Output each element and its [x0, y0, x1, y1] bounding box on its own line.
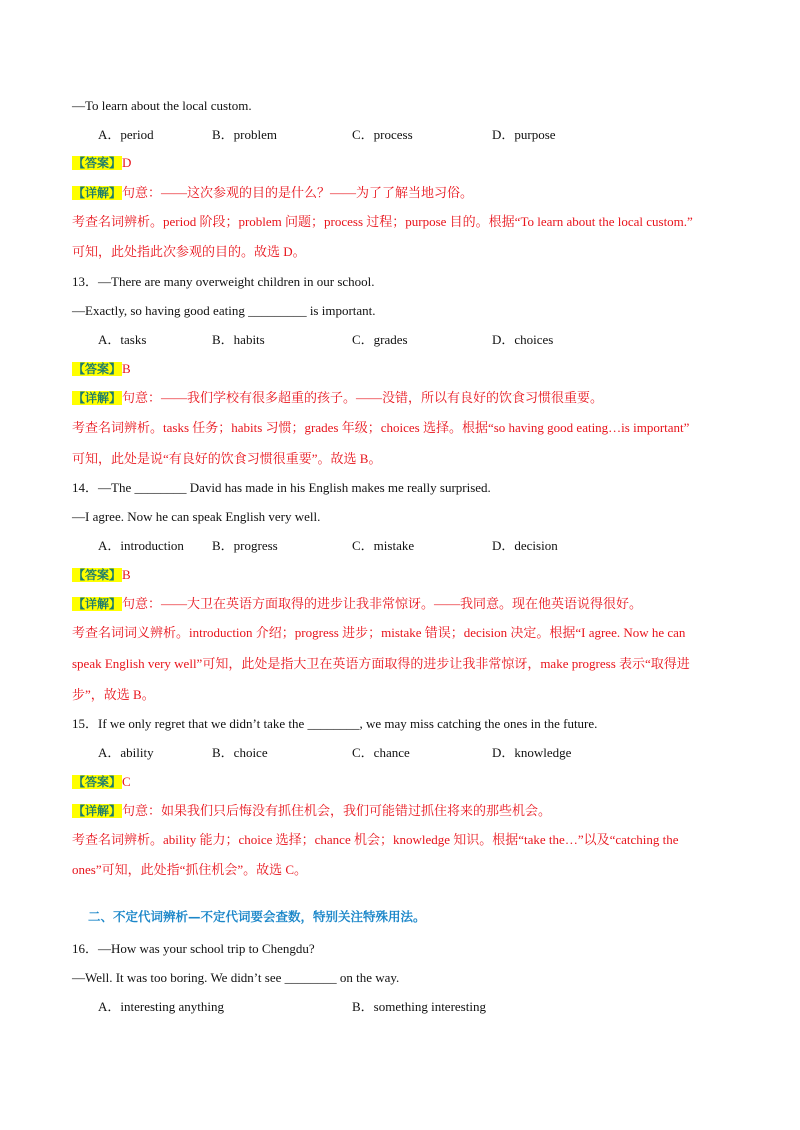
q12-explanation-line-2: 可知，此处指此次参观的目的。故选 D。	[72, 244, 306, 259]
q13-answer	[72, 360, 131, 378]
q14-explanation-line-2: speak English very well”可知，此处是指大卫在英语方面取得的进步让我非常惊讶，make progress 表示“取得进	[72, 656, 690, 671]
q12-answer-value: D	[122, 155, 132, 170]
q13-option-b: B．habits	[212, 332, 265, 347]
q15-prompt: 15．If we only regret that we didn’t take the ________, we may miss catching the ones in the future.	[72, 716, 598, 731]
q13-detail	[72, 389, 603, 407]
q14-detail	[72, 595, 642, 613]
q14-explanation-line-3: 步”，故选 B。	[72, 687, 155, 702]
q14-option-b: B．progress	[212, 538, 278, 553]
answer-tag: 【答案】	[73, 775, 122, 789]
q14-explanation-line-1: 考查名词词义辨析。introduction 介绍；progress 进步；mistake 错误；decision 决定。根据“I agree. Now he can	[72, 625, 686, 640]
q12-option-c: C．process	[352, 127, 413, 142]
q13-response-line: —Exactly, so having good eating _________ is important.	[72, 303, 376, 318]
q15-answer-value: C	[122, 774, 131, 789]
q12-option-b: B．problem	[212, 127, 277, 142]
detail-tag: 【详解】	[73, 186, 122, 200]
q12-option-a: A．period	[98, 127, 154, 142]
section-heading: 二、不定代词辨析—不定代词要会查数，特别关注特殊用法。	[88, 909, 426, 924]
q12-detail-text: 句意：——这次参观的目的是什么？——为了了解当地习俗。	[122, 185, 474, 200]
q15-option-c: C．chance	[352, 745, 410, 760]
q14-detail-text: 句意：——大卫在英语方面取得的进步让我非常惊讶。——我同意。现在他英语说得很好。	[122, 596, 643, 611]
q14-option-d: D．decision	[492, 538, 558, 553]
answer-tag: 【答案】	[73, 156, 122, 170]
q12-option-d: D．purpose	[492, 127, 556, 142]
detail-tag: 【详解】	[73, 597, 122, 611]
q13-option-c: C．grades	[352, 332, 408, 347]
q12-detail	[72, 184, 473, 202]
detail-tag: 【详解】	[73, 804, 122, 818]
q15-detail-text: 句意：如果我们只后悔没有抓住机会，我们可能错过抓住将来的那些机会。	[122, 803, 552, 818]
q12-response-line: —To learn about the local custom.	[72, 98, 252, 113]
q13-option-d: D．choices	[492, 332, 554, 347]
q13-explanation-line-2: 可知，此处是说“有良好的饮食习惯很重要”。故选 B。	[72, 451, 382, 466]
q14-prompt: 14．—The ________ David has made in his English makes me really surprised.	[72, 480, 491, 495]
q15-detail	[72, 802, 551, 820]
q12-answer	[72, 154, 131, 172]
q15-option-a: A．ability	[98, 745, 154, 760]
q16-option-a: A．interesting anything	[98, 999, 225, 1014]
q13-detail-text: 句意：——我们学校有很多超重的孩子。——没错，所以有良好的饮食习惯很重要。	[122, 390, 604, 405]
q14-option-c: C．mistake	[352, 538, 415, 553]
q13-option-a: A．tasks	[98, 332, 147, 347]
q16-response-line: —Well. It was too boring. We didn’t see ________ on the way.	[72, 970, 400, 985]
q15-answer	[72, 773, 131, 791]
q15-option-b: B．choice	[212, 745, 268, 760]
q14-answer-value: B	[122, 567, 131, 582]
detail-tag: 【详解】	[73, 391, 122, 405]
q16-option-b: B．something interesting	[352, 999, 486, 1014]
q15-explanation-line-2: ones”可知，此处指“抓住机会”。故选 C。	[72, 862, 308, 877]
q13-prompt: 13．—There are many overweight children in our school.	[72, 274, 375, 289]
q15-explanation-line-1: 考查名词辨析。ability 能力；choice 选择；chance 机会；knowledge 知识。根据“take the…”以及“catching the	[72, 832, 679, 847]
answer-tag: 【答案】	[73, 568, 122, 582]
q14-response-line: —I agree. Now he can speak English very well.	[72, 509, 321, 524]
q13-explanation-line-1: 考查名词辨析。tasks 任务；habits 习惯；grades 年级；choices 选择。根据“so having good eating…is important”	[72, 420, 690, 435]
q14-answer	[72, 566, 131, 584]
q14-option-a: A．introduction	[98, 538, 184, 553]
q12-explanation-line-1: 考查名词辨析。period 阶段；problem 问题；process 过程；purpose 目的。根据“To learn about the local custom.”	[72, 214, 693, 229]
answer-tag: 【答案】	[73, 362, 122, 376]
q15-option-d: D．knowledge	[492, 745, 572, 760]
q16-prompt: 16．—How was your school trip to Chengdu?	[72, 941, 315, 956]
q13-answer-value: B	[122, 361, 131, 376]
